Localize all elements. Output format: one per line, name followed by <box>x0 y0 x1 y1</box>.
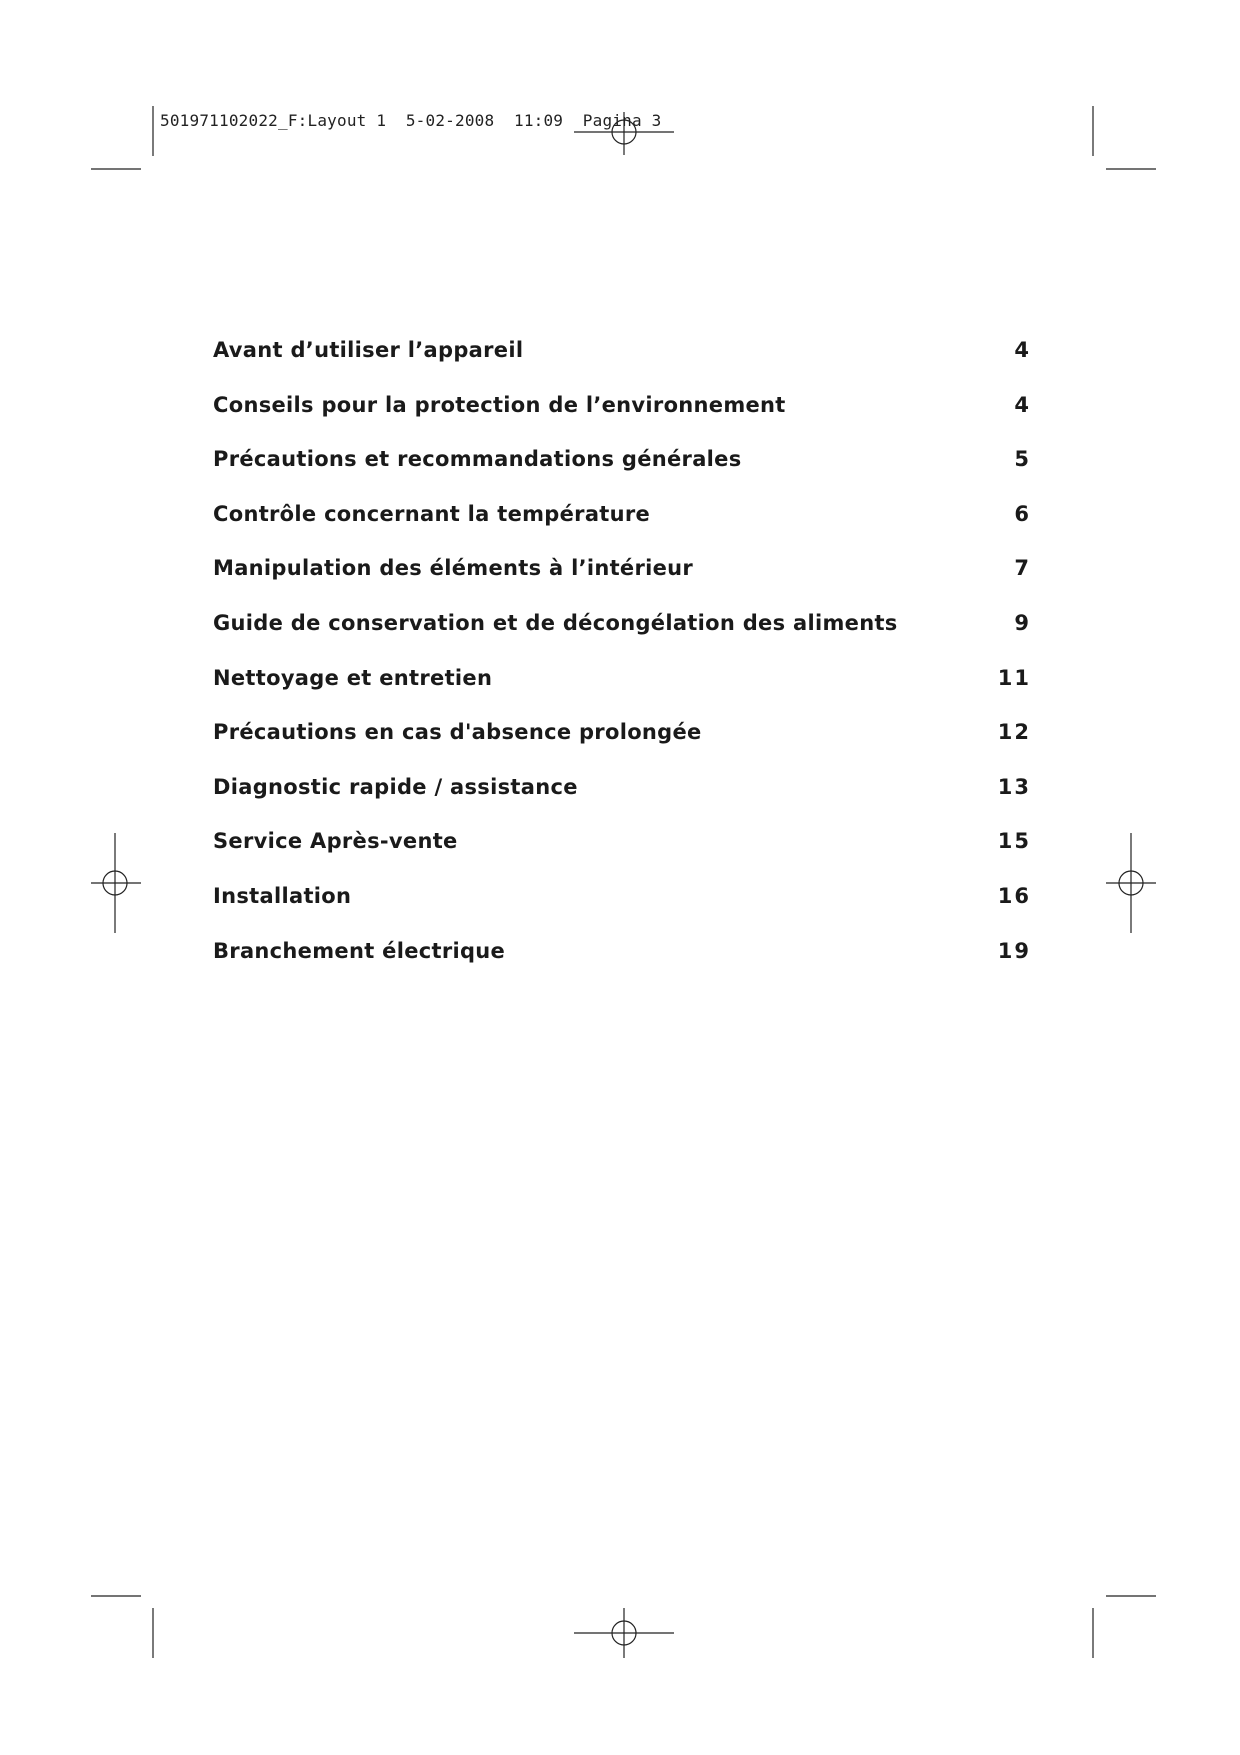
toc-entry <box>213 720 1031 775</box>
toc-entry <box>213 775 1031 830</box>
toc-entry <box>213 939 1031 994</box>
toc-entry-page: 4 <box>1014 392 1031 417</box>
registration-mark-bottom <box>574 1608 674 1658</box>
crop-mark-top-right <box>1093 106 1156 169</box>
toc-entry <box>213 502 1031 557</box>
toc-entry <box>213 829 1031 884</box>
toc-entry-page: 9 <box>1014 610 1031 635</box>
toc-entry-title: Diagnostic rapide / assistance <box>213 774 578 799</box>
registration-mark-left <box>91 833 141 933</box>
crop-mark-top-left <box>91 106 153 169</box>
toc-entry <box>213 556 1031 611</box>
toc-entry <box>213 884 1031 939</box>
toc-entry-title: Conseils pour la protection de l’environnement <box>213 392 786 417</box>
toc-entry-title: Nettoyage et entretien <box>213 665 493 690</box>
toc-entry-title: Avant d’utiliser l’appareil <box>213 338 524 362</box>
toc-entry-title: Précautions en cas d'absence prolongée <box>213 720 702 745</box>
toc-entry-page: 15 <box>997 829 1031 854</box>
toc-entry-page: 13 <box>997 774 1031 799</box>
crop-mark-bottom-right <box>1093 1596 1156 1658</box>
registration-mark-top <box>574 112 674 155</box>
toc-entry-page: 11 <box>997 665 1031 690</box>
toc-entry-page: 5 <box>1014 447 1031 472</box>
toc-entry-page: 7 <box>1014 556 1031 581</box>
toc-entry-title: Guide de conservation et de décongélation des aliments <box>213 610 898 635</box>
toc-entry-title: Branchement électrique <box>213 938 506 963</box>
toc-entry <box>213 611 1031 666</box>
crop-mark-bottom-left <box>91 1596 153 1658</box>
toc-entry-page: 16 <box>997 883 1031 908</box>
toc-entry <box>213 447 1031 502</box>
toc-entry-title: Contrôle concernant la température <box>213 501 651 526</box>
toc-entry-title: Installation <box>213 883 352 908</box>
toc-entry-page: 19 <box>997 938 1031 963</box>
toc-entry-page: 12 <box>997 720 1031 745</box>
table-of-contents <box>213 338 1031 993</box>
print-slug-line: 501971102022_F:Layout 1 5-02-2008 11:09 Pagina 3 <box>160 111 662 130</box>
toc-entry-title: Précautions et recommandations générales <box>213 447 742 472</box>
toc-entry-title: Manipulation des éléments à l’intérieur <box>213 556 694 581</box>
toc-entry <box>213 666 1031 721</box>
toc-entry <box>213 393 1031 448</box>
toc-entry <box>213 338 1031 393</box>
toc-entry-title: Service Après-vente <box>213 829 458 854</box>
toc-entry-page: 4 <box>1014 338 1031 362</box>
registration-mark-right <box>1106 833 1156 933</box>
toc-entry-page: 6 <box>1014 501 1031 526</box>
